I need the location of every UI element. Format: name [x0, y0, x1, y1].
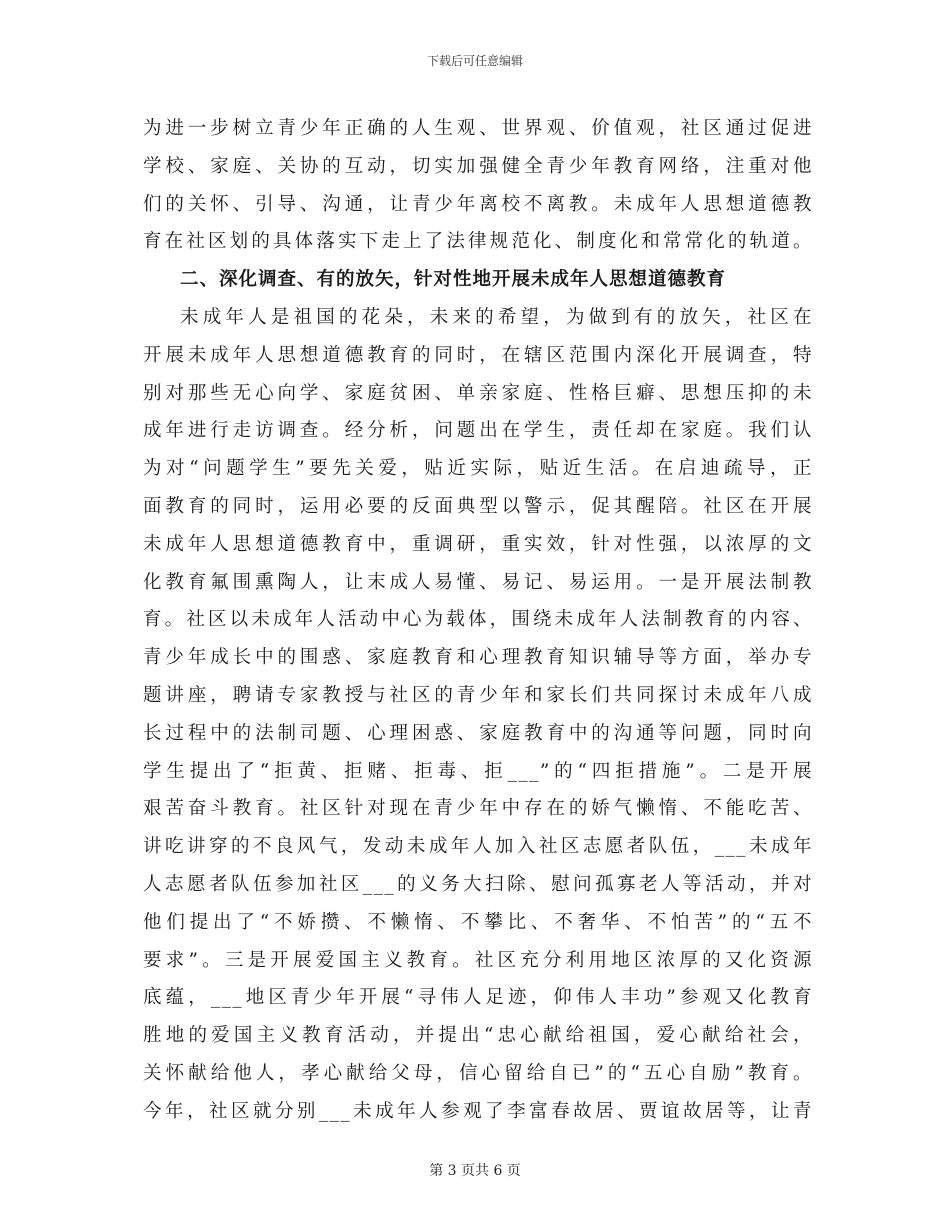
- text-line: 他们提出了“不娇攒、不懒惰、不攀比、不奢华、不怕苦”的“五不: [143, 911, 813, 933]
- text-line: 讲吃讲穿的不良风气，发动未成年人加入社区志愿者队伍，___未成年: [143, 836, 813, 858]
- text-line: 面教育的同时，运用必要的反面典型以警示，促其醒陪。社区在开展: [143, 495, 813, 517]
- section-heading: 二、深化调查、有的放矢，针对性地开展未成年人思想道德教育: [180, 269, 727, 291]
- text-line: 胜地的爱国主义教育活动，并提出“忠心献给祖国，爱心献给社会，: [143, 1025, 813, 1047]
- text-line: 艰苦奋斗教育。社区针对现在青少年中存在的娇气懒惰、不能吃苦、: [143, 798, 813, 820]
- text-line: 题讲座，聘请专家教授与社区的青少年和家长们共同探讨未成年八成: [143, 684, 813, 706]
- text-line: 学校、家庭、关协的互动，切实加强健全青少年教育网络，注重对他: [143, 155, 813, 177]
- text-line: 底蕴，___地区青少年开展“寻伟人足迹，仰伟人丰功”参观又化教育: [143, 987, 813, 1009]
- page-number: 第 3 页共 6 页: [429, 1163, 521, 1179]
- text-line: 未成年人是祖国的花朵，未来的希望，为做到有的放矢，社区在: [180, 306, 813, 328]
- document-body: [143, 110, 813, 1131]
- text-line: 青少年成长中的围惑、家庭教育和心理教育知识辅导等方面，举办专: [143, 647, 813, 669]
- text-line: 育在社区划的具体落实下走上了法律规范化、制度化和常常化的轨道。: [143, 231, 813, 253]
- text-line: 为进一步树立青少年正确的人生观、世界观、价值观，社区通过促进: [143, 118, 813, 139]
- text-line: 化教育氟围熏陶人，让末成人易懂、易记、易运用。一是开展法制教: [143, 571, 813, 593]
- text-line: 今年，社区就分别___未成年人参观了李富春故居、贾谊故居等，让青: [143, 1100, 813, 1122]
- text-line: 人志愿者队伍参加社区___的义务大扫除、慰问孤寡老人等活动，并对: [143, 873, 813, 895]
- text-line: 别对那些无心向学、家庭贫困、单亲家庭、性格巨癖、思想压抑的未: [143, 382, 813, 404]
- text-line: 们的关怀、引导、沟通，让青少年离校不离教。未成年人思想道德教: [143, 193, 813, 215]
- text-line: 育。社区以未成年人活动中心为载体，围绕未成年人法制教育的内容、: [143, 609, 813, 631]
- text-line: 成年进行走访调查。经分析，问题出在学生，责任却在家庭。我们认: [143, 420, 813, 442]
- text-line: 要求”。三是开展爱国主义教育。社区充分利用地区浓厚的又化资源: [143, 949, 813, 971]
- text-line: 开展未成年人思想道德教育的同时，在辖区范围内深化开展调查，特: [143, 344, 813, 366]
- text-line: 长过程中的法制司题、心理困惑、家庭教育中的沟通等问题，同时向: [143, 722, 813, 744]
- text-line: 未成年人思想道德教育中，重调研，重实效，针对性强，以浓厚的文: [143, 533, 813, 555]
- text-line: 关怀献给他人，孝心献给父母，信心留给自已”的“五心自励”教育。: [143, 1062, 813, 1084]
- text-line: 学生提出了“拒黄、拒赌、拒毒、拒___”的“四拒措施”。二是开展: [143, 760, 813, 782]
- page-header-note: 下载后可任意编辑: [426, 54, 523, 68]
- paragraph-2: [143, 299, 813, 1131]
- text-line: 为对“问题学生”要先关爱，贴近实际，贴近生活。在启迪疏导，正: [143, 458, 813, 480]
- paragraph-1: [143, 110, 813, 261]
